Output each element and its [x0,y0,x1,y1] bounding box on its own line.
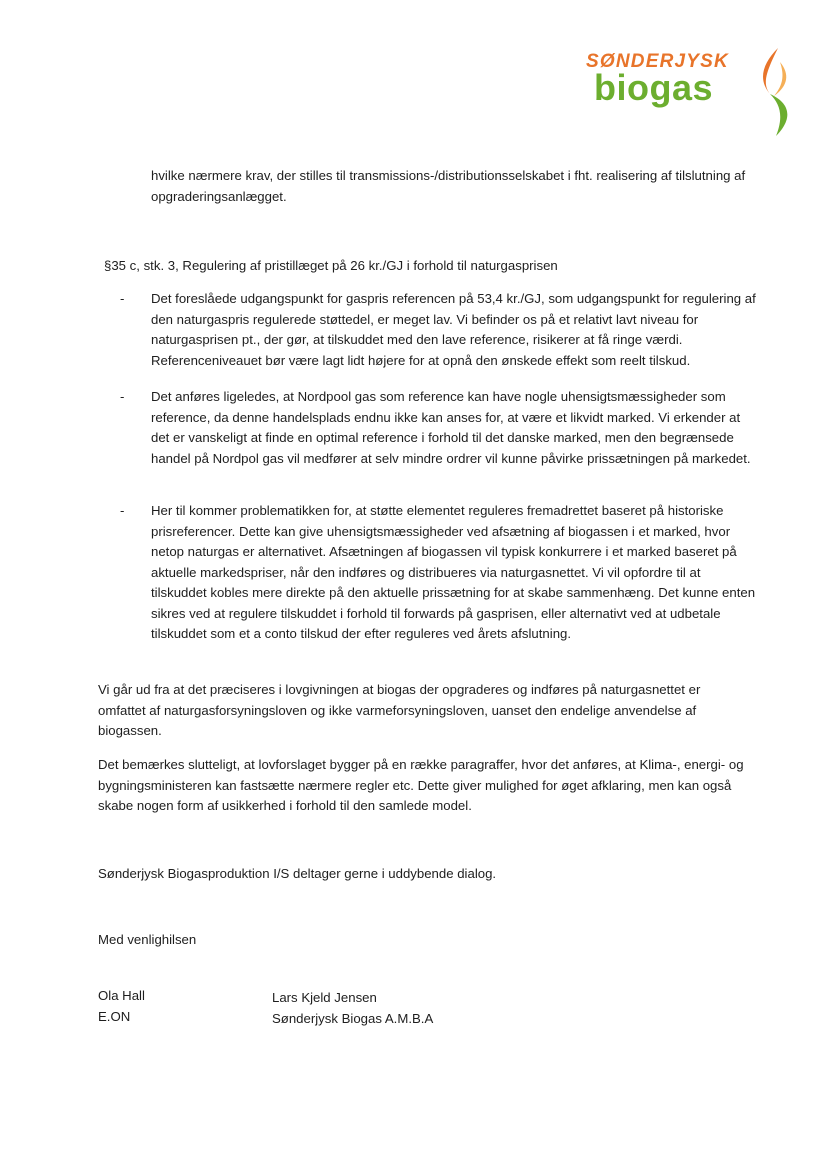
body-paragraph: Det bemærkes slutteligt, at lovforslaget bygger på en række paragraffer, hvor det anføres, at Klima-, energi- og bygningsministeren kan fastsætte nærmere regler etc. Dette giver mulighed for øget afklaring, men kan også skabe nogen form af usikkerhed i forhold til den samlede model. [98,757,744,813]
bullet-marker: - [120,389,125,404]
company-logo [580,44,800,139]
bullet-text: Det anføres ligeledes, at Nordpool gas som reference kan have nogle uhensigtsmæssigheder som reference, da denne handelsplads endnu ikke kan anses for, at være et likvidt marked. Vi erkender at det er vanskeligt at finde en optimal reference i forhold til det danske marked, men den begrænsede handel på Nordpol gas vil medfører at selv mindre ordrer vil kunne påvirke prissætningen på markedet. [151,389,751,466]
logo-wordmark-top: SØNDERJYSK [586,51,729,72]
signatory-organization: E.ON [98,1008,131,1024]
bullet-text: Her til kommer problematikken for, at støtte elementet reguleres fremadrettet baseret på historiske prisreferencer. Dette kan give uhensigtsmæssigheder ved afsætning af biogassen i et marked, hvor netop naturgas er alternativet. Afsætningen af biogassen vil typisk konkurrere i et marked baseret på aktuelle markedspriser, når den indføres og distribueres via naturgasnettet. Vi vil opfordre til at tilskuddet kobles mere direkte på den aktuelle prissætning for at skabe sammenhæng. Det kunne enten sikres ved at regulere tilskuddet i forhold til forwards på gasprisen, eller alternativt ved at udbetale tilskuddet som et a conto tilskud der efter reguleres ved årets afslutning. [151,503,756,641]
section-heading: §35 c, stk. 3, Regulering af pristillæget på 26 kr./GJ i forhold til naturgasprisen [104,258,558,273]
flame-icon [740,44,800,139]
bullet-marker: - [120,291,125,306]
intro-paragraph: hvilke nærmere krav, der stilles til transmissions-/distributionsselskabet i fht. realisering af tilslutning af opgraderingsanlægget. [151,168,746,204]
signature-block-right [272,988,433,1029]
participation-statement: Sønderjysk Biogasproduktion I/S deltager gerne i uddybende dialog. [98,866,497,881]
signatory-name: Ola Hall [98,988,145,1003]
bullet-text: Det foreslåede udgangspunkt for gaspris referencen på 53,4 kr./GJ, som udgangspunkt for regulering af den naturgaspris regulerede støttedel, er meget lav. Vi befinder os på et relativt lavt niveau for naturgasprisen pt., der gør, at tilskuddet med den lave reference, risikerer at få ringe værdi. Referenceniveauet bør være lagt lidt højere for at opnå den ønskede effekt som reelt tilskud. [151,291,756,368]
body-paragraph: Vi går ud fra at det præciseres i lovgivningen at biogas der opgraderes og indføres på naturgasnettet er omfattet af naturgasforsyningsloven og ikke varmeforsyningsloven, uanset den endelige anvendelse af biogassen. [98,682,701,738]
signature-block-left [98,986,145,1027]
signatory-organization: Sønderjysk Biogas A.M.B.A [272,1010,434,1026]
signatory-name: Lars Kjeld Jensen [272,990,377,1005]
bullet-marker: - [120,503,125,518]
logo-wordmark-bottom: biogas [594,67,714,108]
closing-salutation: Med venlighilsen [98,932,197,947]
